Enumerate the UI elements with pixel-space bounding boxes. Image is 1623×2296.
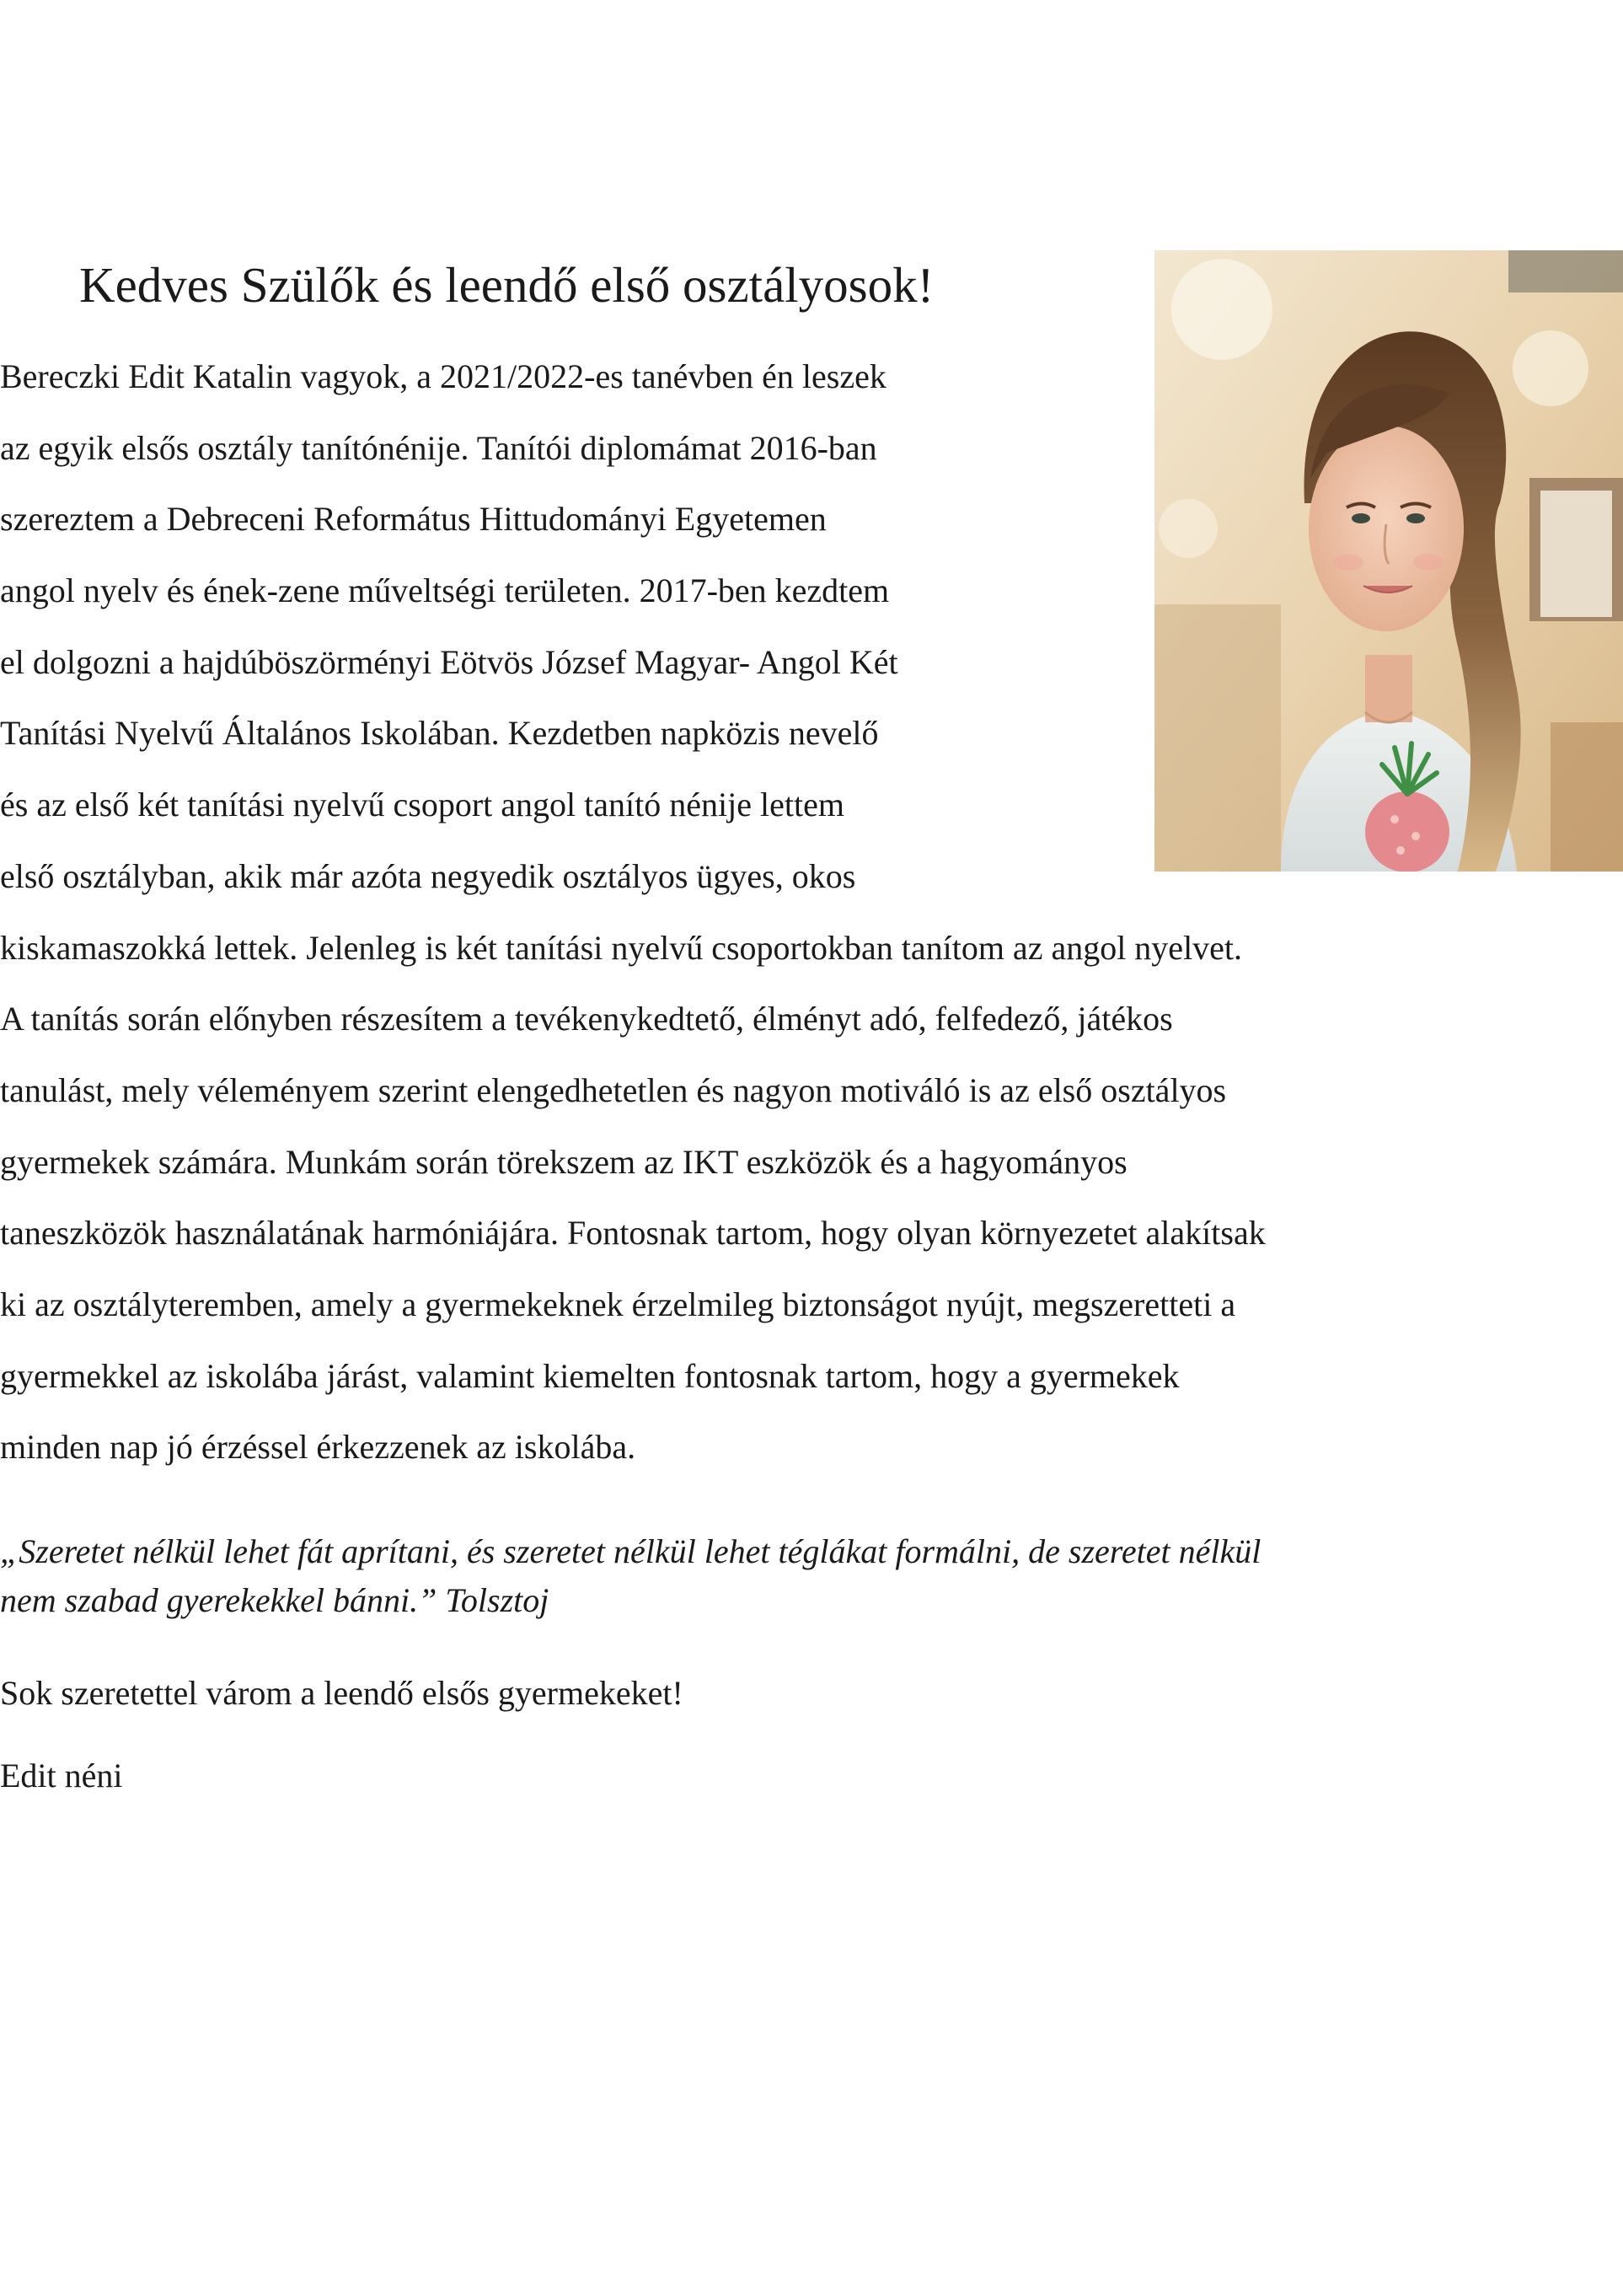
body-line: gyermekek számára. Munkám során törekszem az IKT eszközök és a hagyományos — [0, 1142, 1128, 1181]
body-line: első osztályban, akik már azóta negyedik osztályos ügyes, okos — [0, 856, 856, 895]
body-line: szereztem a Debreceni Református Hittudományi Egyetemen — [0, 500, 827, 539]
quote-line: „Szeretet nélkül lehet fát aprítani, és szeretet nélkül lehet téglákat formálni, de szeretet nélkül — [0, 1532, 1261, 1570]
body-line: Tanítási Nyelvű Általános Iskolában. Kezdetben napközis nevelő — [0, 714, 879, 753]
body-line: angol nyelv és ének-zene műveltségi területen. 2017-ben kezdtem — [0, 571, 890, 610]
body-line: és az első két tanítási nyelvű csoport angol tanító nénije lettem — [0, 786, 844, 824]
body-line: gyermekkel az iskolába járást, valamint kiemelten fontosnak tartom, hogy a gyermekek — [0, 1356, 1180, 1395]
signature: Edit néni — [0, 1757, 123, 1794]
tolstoy-quote — [0, 1527, 1623, 1625]
body-line: el dolgozni a hajdúböszörményi Eötvös József Magyar- Angol Két — [0, 642, 898, 681]
body-line: kiskamaszokká lettek. Jelenleg is két tanítási nyelvű csoportokban tanítom az angol nyelvet. — [0, 928, 1243, 967]
closing-sentence: Sok szeretettel várom a leendő elsős gyermekeket! — [0, 1674, 683, 1712]
body-line: taneszközök használatának harmóniájára. Fontosnak tartom, hogy olyan környezetet alakítsak — [0, 1214, 1266, 1253]
body-line: tanulást, mely véleményem szerint elengedhetetlen és nagyon motiváló is az első osztályos — [0, 1070, 1227, 1109]
quote-line: nem szabad gyerekekkel bánni.” Tolsztoj — [0, 1581, 549, 1619]
body-line: Bereczki Edit Katalin vagyok, a 2021/2022-es tanévben én leszek — [0, 357, 886, 395]
body-line: A tanítás során előnyben részesítem a tevékenykedtető, élményt adó, felfedező, játékos — [0, 1000, 1173, 1038]
letter-body — [0, 341, 1623, 1483]
letter-title: Kedves Szülők és leendő első osztályosok! — [79, 257, 935, 313]
body-line: ki az osztályteremben, amely a gyermekeknek érzelmileg biztonságot nyújt, megszeretteti a — [0, 1285, 1236, 1323]
body-line: az egyik elsős osztály tanítónénije. Tanítói diplomámat 2016-ban — [0, 428, 877, 467]
body-line: minden nap jó érzéssel érkezzenek az iskolába. — [0, 1428, 636, 1467]
